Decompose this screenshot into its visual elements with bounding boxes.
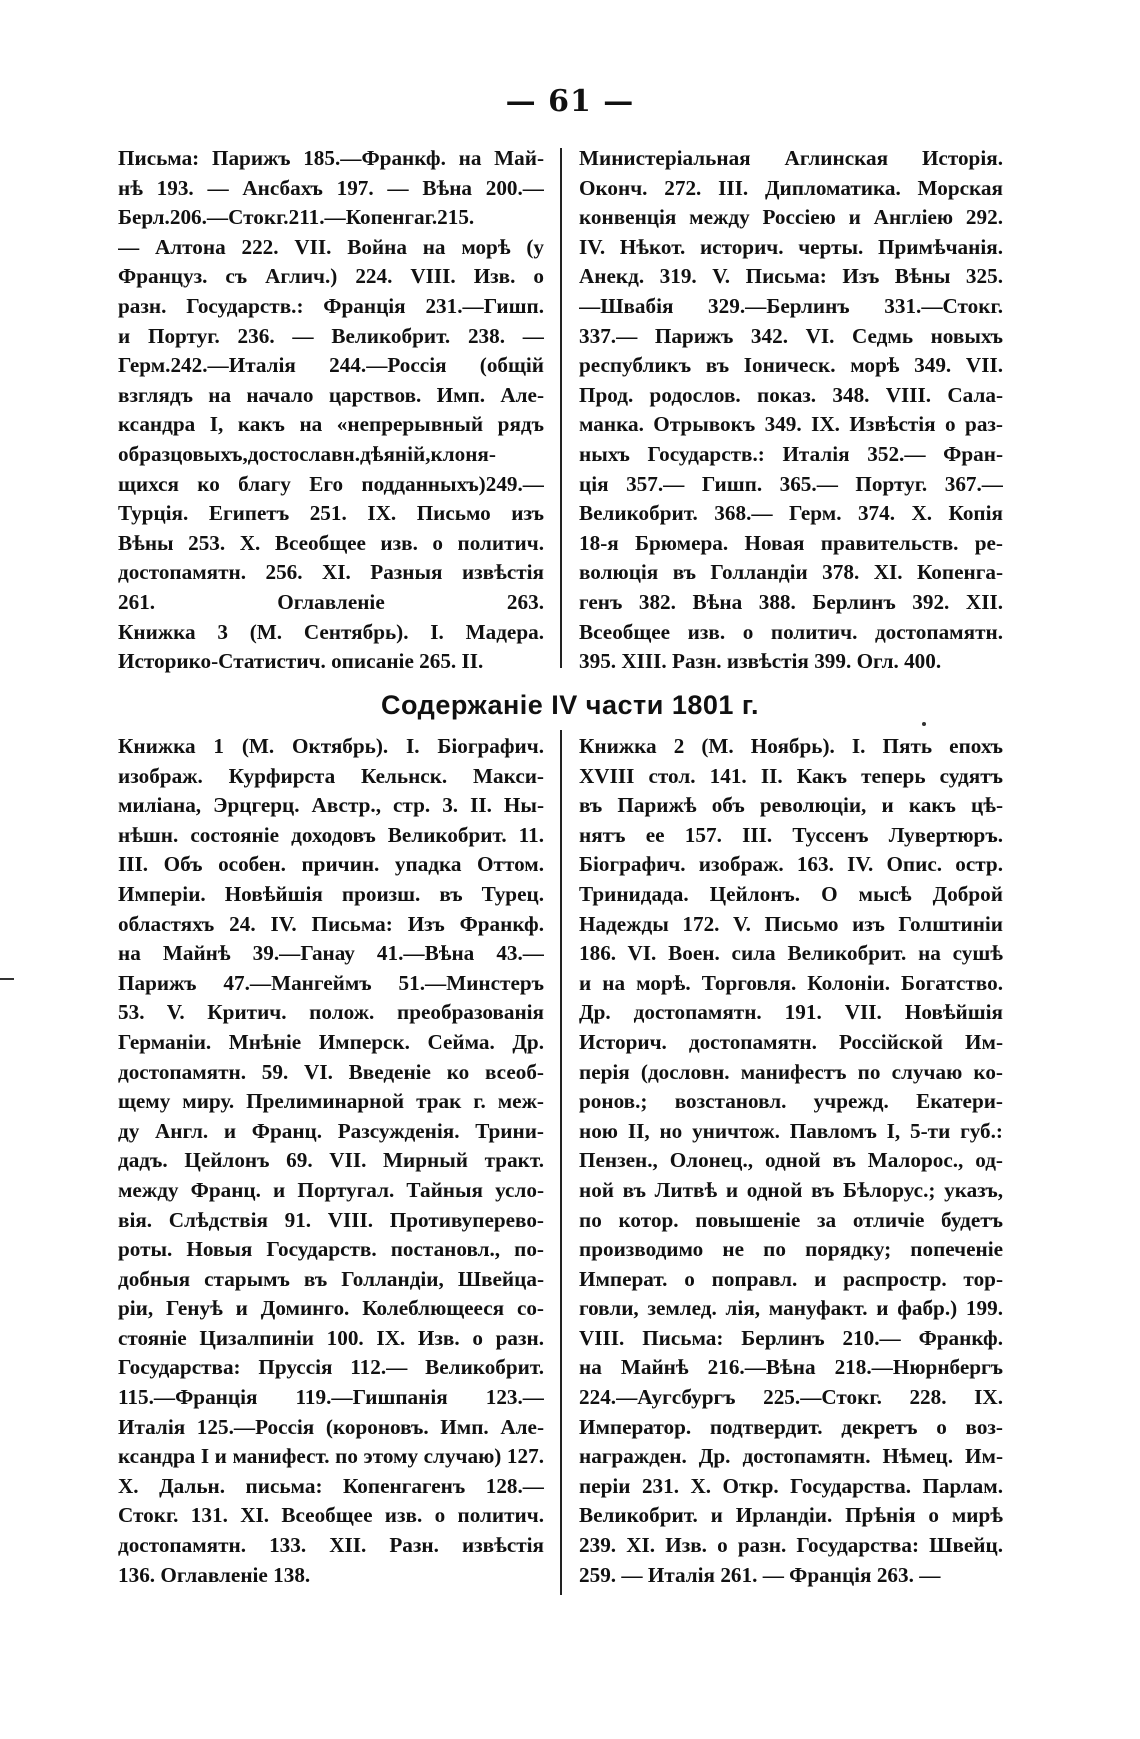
- text-line: Герм.242.—Италія 244.—Россія (общій: [118, 353, 544, 378]
- text-line: X. Дальн. письма: Копенгагенъ 128.—: [118, 1473, 544, 1498]
- text-line: Италія 125.—Россія (короновъ. Имп. Але-: [118, 1414, 544, 1439]
- text-line: Берл.206.—Стокг.211.—Копенгаг.215.: [118, 205, 475, 230]
- text-line: Пензен., Олонец., одной въ Малорос., од-: [579, 1148, 1003, 1173]
- text-line: Др. достопамятн. 191. VII. Новѣйшія: [579, 1000, 1003, 1025]
- text-line: щему миру. Прелиминарной трак г. меж-: [118, 1089, 544, 1114]
- text-line: Германіи. Мнѣніе Имперск. Сейма. Др.: [118, 1029, 544, 1054]
- text-line: Книжка 2 (М. Ноябрь). I. Пять епохъ: [579, 734, 1003, 758]
- text-line: щихся ко благу Его подданныхъ)249.—: [118, 471, 544, 496]
- text-line: ція 357.— Гишп. 365.— Португ. 367.—: [579, 471, 1003, 496]
- text-line: Прод. родослов. показ. 348. VIII. Сала-: [579, 382, 1003, 407]
- text-line: — Алтона 222. VII. Война на морѣ (у: [118, 234, 544, 259]
- text-line: областяхъ 24. IV. Письма: Изъ Франкф.: [118, 911, 544, 936]
- column-divider-top: [560, 148, 562, 668]
- text-line: Императ. о поправл. и распростр. тор-: [579, 1266, 1003, 1291]
- text-line: ронов.; возстановл. учрежд. Екатери-: [579, 1089, 1003, 1114]
- text-line: разн. Государств.: Франція 231.—Гишп.: [118, 293, 544, 318]
- text-line: 186. VI. Воен. сила Великобрит. на сушѣ: [579, 941, 1003, 966]
- text-line: производимо не по порядку; попеченіе: [579, 1237, 1003, 1262]
- top-left-column: [118, 144, 544, 677]
- text-line: Книжка 1 (М. Октябрь). I. Біографич.: [118, 734, 544, 758]
- text-line: 395. XIII. Разн. извѣстія 399. Огл. 400.: [579, 649, 942, 674]
- text-line: образцовыхъ,достославн.дѣяній,клоня-: [118, 441, 496, 466]
- text-line: добныя старымъ въ Голландіи, Швейца-: [118, 1266, 544, 1291]
- text-line: нѣшн. состояніе доходовъ Великобрит. 11.: [118, 822, 544, 847]
- bottom-right-column: [579, 732, 1003, 1590]
- text-line: Оконч. 272. III. Дипломатика. Морская: [579, 175, 1003, 200]
- text-line: XVIII стол. 141. II. Какъ теперь судятъ: [579, 763, 1003, 788]
- text-line: достопамятн. 59. VI. Введеніе ко всеоб-: [118, 1059, 544, 1084]
- text-line: ріи, Генуѣ и Доминго. Колеблющееся со-: [118, 1296, 544, 1321]
- text-line: —Швабія 329.—Берлинъ 331.—Стокг.: [579, 293, 1003, 318]
- text-line: Письма: Парижъ 185.—Франкф. на Май-: [118, 146, 544, 170]
- text-line: по котор. повышеніе за отличіе будетъ: [579, 1207, 1003, 1232]
- text-line: Великобрит. и Ирландіи. Прѣнія о мирѣ: [579, 1503, 1003, 1528]
- text-line: Вѣны 253. X. Всеобщее изв. о политич.: [118, 530, 544, 555]
- text-line: Анекд. 319. V. Письма: Изъ Вѣны 325.: [579, 264, 1003, 289]
- text-line: періи 231. X. Откр. Государства. Парлам.: [579, 1473, 1003, 1498]
- text-line: Государства: Пруссія 112.— Великобрит.: [118, 1355, 544, 1380]
- text-line: перія (дословн. манифестъ по случаю ко-: [579, 1059, 1003, 1084]
- text-line: и на морѣ. Торговля. Колоніи. Богатство.: [579, 970, 1003, 995]
- text-line: республикъ въ Іоническ. морѣ 349. VII.: [579, 353, 1003, 378]
- text-line: Имперіи. Новѣйшія произш. въ Турец.: [118, 881, 544, 906]
- text-line: миліана, Эрцгерц. Австр., стр. 3. II. Ны-: [118, 793, 544, 818]
- text-line: Министеріальная Аглинская Исторія.: [579, 146, 1003, 170]
- text-line: ною II, но уничтож. Павломъ I, 5-ти губ.:: [579, 1118, 1003, 1143]
- text-line: на Майнѣ 39.—Ганау 41.—Вѣна 43.—: [118, 941, 544, 966]
- bottom-left-column: [118, 732, 544, 1590]
- text-line: 136. Оглавленіе 138.: [118, 1562, 311, 1587]
- text-line: дадъ. Цейлонъ 69. VII. Мирный тракт.: [118, 1148, 544, 1173]
- text-line: Император. подтвердит. декретъ о воз-: [579, 1414, 1003, 1439]
- top-right-column: [579, 144, 1003, 677]
- text-line: ду Англ. и Франц. Разсужденія. Трини-: [118, 1118, 544, 1143]
- text-line: нѣ 193. — Ансбахъ 197. — Вѣна 200.—: [118, 175, 544, 200]
- text-line: Историч. достопамятн. Россійской Им-: [579, 1029, 1003, 1054]
- text-line: VIII. Письма: Берлинъ 210.— Франкф.: [579, 1325, 1003, 1350]
- text-line: стояніе Цизалпиніи 100. IX. Изв. о разн.: [118, 1325, 544, 1350]
- margin-mark: [0, 978, 14, 980]
- text-line: конвенція между Россіею и Англіею 292.: [579, 205, 1003, 230]
- text-line: ксандра I и манифест. по этому случаю) 127.: [118, 1444, 544, 1469]
- text-line: Надежды 172. V. Письмо изъ Голштиніи: [579, 911, 1003, 936]
- text-line: 261. Оглавленіе 263.: [118, 589, 544, 614]
- text-line: 115.—Франція 119.—Гишпанія 123.—: [118, 1385, 544, 1410]
- text-line: генъ 382. Вѣна 388. Берлинъ 392. XII.: [579, 589, 1003, 614]
- text-line: на Майнѣ 216.—Вѣна 218.—Нюрнбергъ: [579, 1355, 1003, 1380]
- text-line: 239. XI. Изв. о разн. Государства: Швейц.: [579, 1533, 1003, 1558]
- text-line: ныхъ Государств.: Италія 352.— Фран-: [579, 441, 1003, 466]
- text-line: Француз. съ Аглич.) 224. VIII. Изв. о: [118, 264, 544, 289]
- text-line: Турція. Египетъ 251. IX. Письмо изъ: [118, 501, 544, 526]
- text-line: Стокг. 131. XI. Всеобщее изв. о политич.: [118, 1503, 544, 1528]
- text-line: 224.—Аугсбургъ 225.—Стокг. 228. IX.: [579, 1385, 1003, 1410]
- text-line: Историко-Статистич. описаніе 265. II.: [118, 649, 484, 674]
- text-line: изображ. Курфирста Кельнск. Макси-: [118, 763, 544, 788]
- text-line: 53. V. Критич. полож. преобразованія: [118, 1000, 544, 1025]
- text-line: награжден. Др. достопамятн. Нѣмец. Им-: [579, 1444, 1003, 1469]
- text-line: роты. Новыя Государств. постановл., по-: [118, 1237, 544, 1262]
- text-line: IV. Нѣкот. историч. черты. Примѣчанія.: [579, 234, 1003, 259]
- column-divider-bottom: [560, 730, 562, 1595]
- text-line: Парижъ 47.—Мангеймъ 51.—Минстеръ: [118, 970, 544, 995]
- text-line: взглядъ на начало царствов. Имп. Але-: [118, 382, 544, 407]
- text-line: нятъ ее 157. III. Туссенъ Лувертюръ.: [579, 822, 1003, 847]
- text-line: Книжка 3 (М. Сентябрь). I. Мадера.: [118, 619, 544, 644]
- text-line: III. Объ особен. причин. упадка Оттом.: [118, 852, 544, 877]
- text-line: Всеобщее изв. о политич. достопамятн.: [579, 619, 1003, 644]
- text-line: достопамятн. 133. XII. Разн. извѣстія: [118, 1533, 544, 1558]
- text-line: говли, землед. лія, мануфакт. и фабр.) 199.: [579, 1296, 1003, 1321]
- text-line: манка. Отрывокъ 349. IX. Извѣстія о раз-: [579, 412, 1003, 437]
- section-title: Содержаніе IV части 1801 г.: [381, 690, 759, 720]
- ink-dot: [922, 722, 926, 726]
- text-line: и Португ. 236. — Великобрит. 238. —: [118, 323, 544, 348]
- text-line: Тринидада. Цейлонъ. О мысѣ Доброй: [579, 881, 1003, 906]
- text-line: 337.— Парижъ 342. VI. Седмь новыхъ: [579, 323, 1003, 348]
- text-line: въ Парижѣ объ революціи, и какъ цѣ-: [579, 793, 1003, 818]
- text-line: ной въ Литвѣ и одной въ Бѣлорус.; указъ,: [579, 1177, 1003, 1202]
- text-line: 18-я Брюмера. Новая правительств. ре-: [579, 530, 1003, 555]
- text-line: волюція въ Голландіи 378. XI. Копенга-: [579, 560, 1003, 585]
- text-line: вія. Слѣдствія 91. VIII. Противуперево-: [118, 1207, 544, 1232]
- text-line: между Франц. и Португал. Тайныя усло-: [118, 1177, 544, 1202]
- text-line: достопамятн. 256. XI. Разныя извѣстія: [118, 560, 544, 585]
- text-line: Великобрит. 368.— Герм. 374. X. Копія: [579, 501, 1003, 526]
- text-line: ксандра I, какъ на «непрерывный рядъ: [118, 412, 544, 437]
- text-line: 259. — Италія 261. — Франція 263. —: [579, 1562, 941, 1587]
- page-number: — 61 —: [505, 84, 635, 119]
- text-line: Біографич. изображ. 163. IV. Опис. остр.: [579, 852, 1003, 877]
